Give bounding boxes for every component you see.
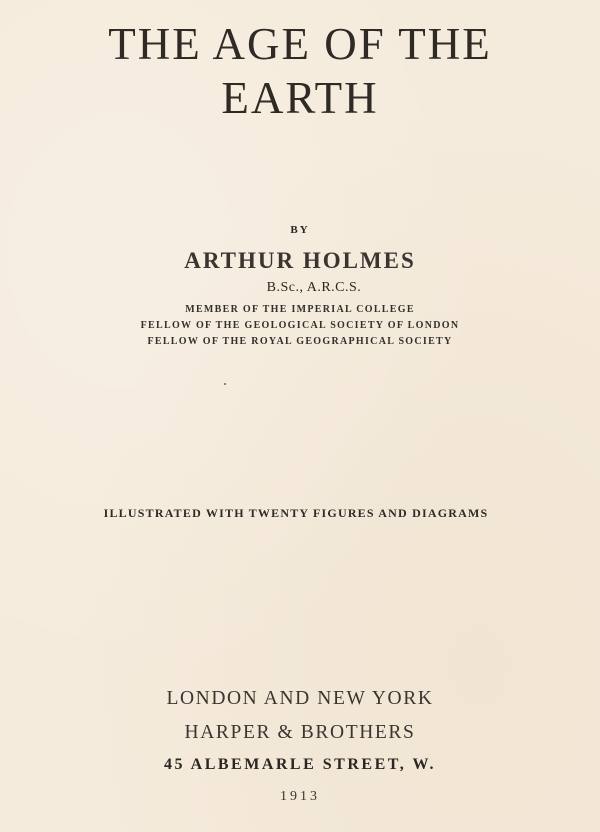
affiliation-imperial-college: MEMBER OF THE IMPERIAL COLLEGE <box>185 304 415 315</box>
affiliation-geographical-society: FELLOW OF THE ROYAL GEOGRAPHICAL SOCIETY <box>147 336 453 347</box>
publisher-name: HARPER & BROTHERS <box>184 722 416 743</box>
publication-place: LONDON AND NEW YORK <box>166 688 434 709</box>
book-title-line-2: EARTH <box>221 73 379 123</box>
author-name: ARTHUR HOLMES <box>184 248 416 273</box>
paper-speck <box>224 383 226 385</box>
by-label: BY <box>290 224 310 236</box>
publisher-address: 45 ALBEMARLE STREET, W. <box>164 756 436 773</box>
author-degrees: B.Sc., A.R.C.S. <box>266 280 362 295</box>
affiliation-geological-society: FELLOW OF THE GEOLOGICAL SOCIETY OF LONDON <box>140 320 460 331</box>
book-title-line-1: THE AGE OF THE <box>108 19 492 69</box>
illustrations-note: ILLUSTRATED WITH TWENTY FIGURES AND DIAGRAMS <box>103 506 489 520</box>
publication-year: 1913 <box>280 789 320 804</box>
